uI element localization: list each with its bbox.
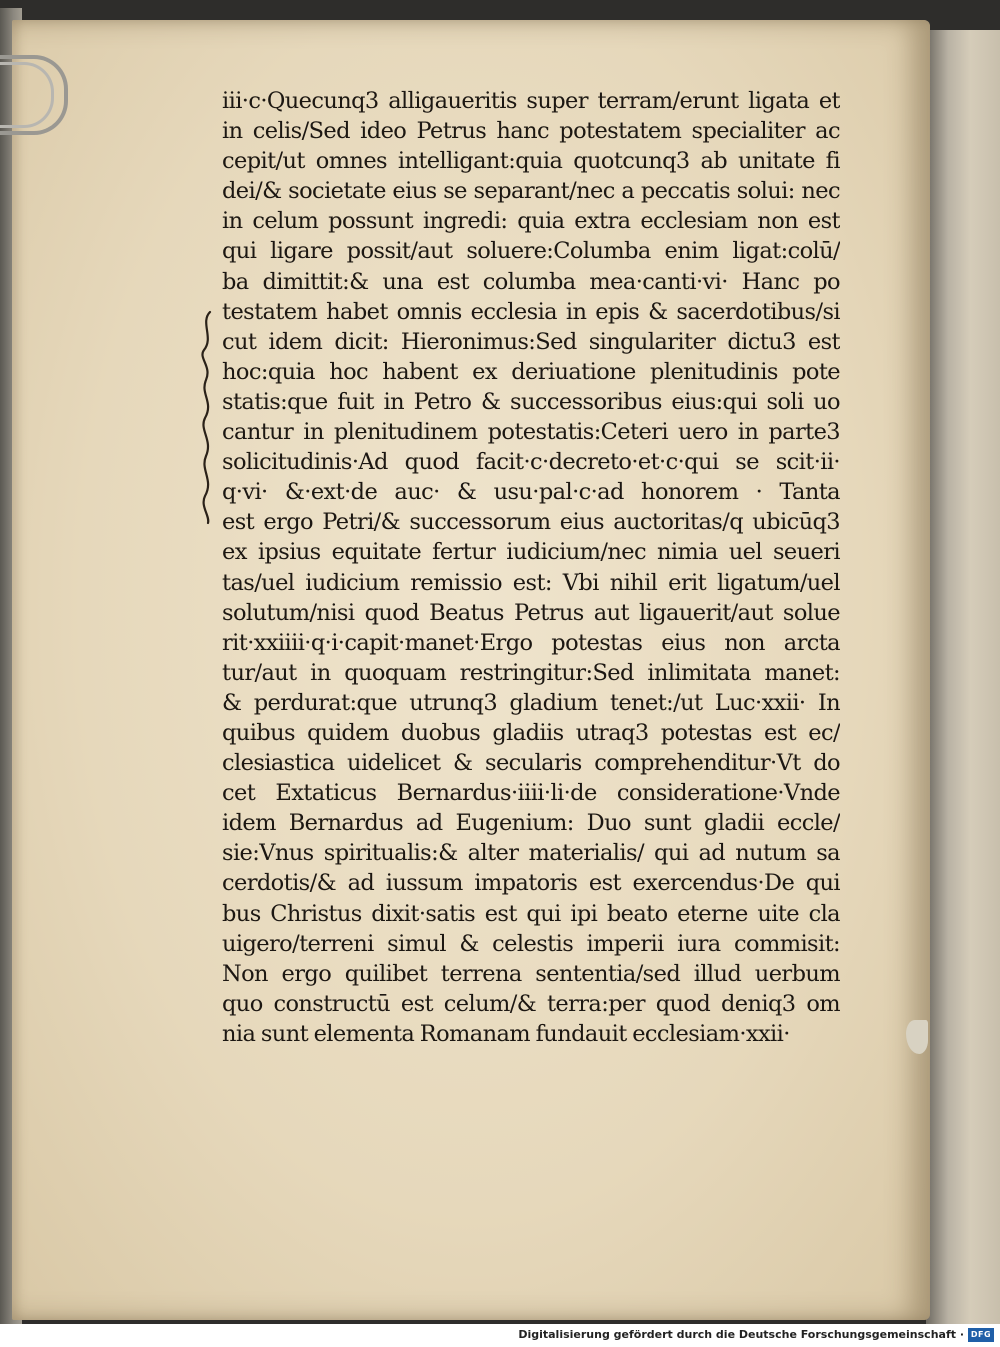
text-line: solutum/nisi quod Beatus Petrus aut ligauerit/aut solue bbox=[222, 599, 840, 626]
text-line: qui ligare possit/aut soluere:Columba enim ligat:colū/ bbox=[222, 238, 840, 265]
text-line: tas/uel iudicium remissio est: Vbi nihil erit ligatum/uel bbox=[222, 569, 840, 596]
text-line: cerdotis/& ad iussum impatoris est exercendus·De qui bbox=[222, 870, 840, 897]
text-line: sie:Vnus spiritualis:& alter materialis/ qui ad nutum sa bbox=[222, 840, 840, 867]
text-line: bus Christus dixit·satis est qui ipi beato eterne uite cla bbox=[222, 900, 840, 927]
text-line: idem Bernardus ad Eugenium: Duo sunt gladii eccle/ bbox=[222, 810, 840, 837]
text-line: iii·c·Quecunq3 alligaueritis super terram/erunt ligata et bbox=[222, 88, 840, 114]
text-line: in celum possunt ingredi: quia extra ecclesiam non est bbox=[222, 208, 840, 235]
funding-credit: Digitalisierung gefördert durch die Deutsche Forschungsgemeinschaft · bbox=[518, 1328, 964, 1341]
footer-bar bbox=[0, 1324, 1000, 1347]
text-line: quibus quidem duobus gladiis utraq3 potestas est ec/ bbox=[222, 719, 840, 746]
paper-clip-inner bbox=[0, 62, 54, 128]
margin-bracket-mark bbox=[196, 310, 218, 525]
text-line: Non ergo quilibet terrena sententia/sed illud uerbum bbox=[222, 960, 840, 987]
text-line: tur/aut in quoquam restringitur:Sed inlimitata manet: bbox=[222, 659, 840, 686]
text-line: & perdurat:que utrunq3 gladium tenet:/ut Luc·xxii· In bbox=[222, 689, 840, 716]
text-line: ba dimittit:& una est columba mea·canti·vi· Hanc po bbox=[222, 268, 840, 295]
text-line: in celis/Sed ideo Petrus hanc potestatem specialiter ac bbox=[222, 118, 840, 145]
text-line: hoc:quia hoc habent ex deriuatione plenitudinis pote bbox=[222, 358, 840, 385]
text-line: clesiastica uidelicet & secularis comprehenditur·Vt do bbox=[222, 750, 840, 777]
text-line: cut idem dicit: Hieronimus:Sed singulariter dictu3 est bbox=[222, 328, 840, 355]
text-line: cantur in plenitudinem potestatis:Ceteri uero in parte3 bbox=[222, 419, 840, 446]
text-line: rit·xxiiii·q·i·capit·manet·Ergo potestas eius non arcta bbox=[222, 629, 840, 656]
text-line: cepit/ut omnes intelligant:quia quotcunq3 ab unitate fi bbox=[222, 148, 840, 175]
page-gutter bbox=[926, 30, 1000, 1324]
text-line: quo constructū est celum/& terra:per quod deniq3 om bbox=[222, 990, 840, 1017]
text-line: q·vi· &·ext·de auc· & usu·pal·c·ad honorem · Tanta bbox=[222, 479, 840, 506]
text-line: est ergo Petri/& successorum eius auctoritas/q ubicūq3 bbox=[222, 509, 840, 536]
text-line: nia sunt elementa Romanam fundauit ecclesiam·xxii· bbox=[222, 1020, 790, 1047]
text-line: dei/& societate eius se separant/nec a peccatis solui: nec bbox=[222, 178, 840, 205]
text-line: testatem habet omnis ecclesia in epis & sacerdotibus/si bbox=[222, 298, 840, 325]
text-line: solicitudinis·Ad quod facit·c·decreto·et·c·qui se scit·ii· bbox=[222, 449, 840, 476]
dfg-logo: DFG bbox=[968, 1328, 994, 1342]
text-line: cet Extaticus Bernardus·iiii·li·de consideratione·Vnde bbox=[222, 780, 840, 807]
text-line: ex ipsius equitate fertur iudicium/nec nimia uel seueri bbox=[222, 539, 840, 566]
text-line: uigero/terreni simul & celestis imperii iura commisit: bbox=[222, 930, 840, 957]
page-text-block bbox=[222, 86, 840, 1049]
text-line: statis:que fuit in Petro & successoribus eius:qui soli uo bbox=[222, 388, 840, 415]
